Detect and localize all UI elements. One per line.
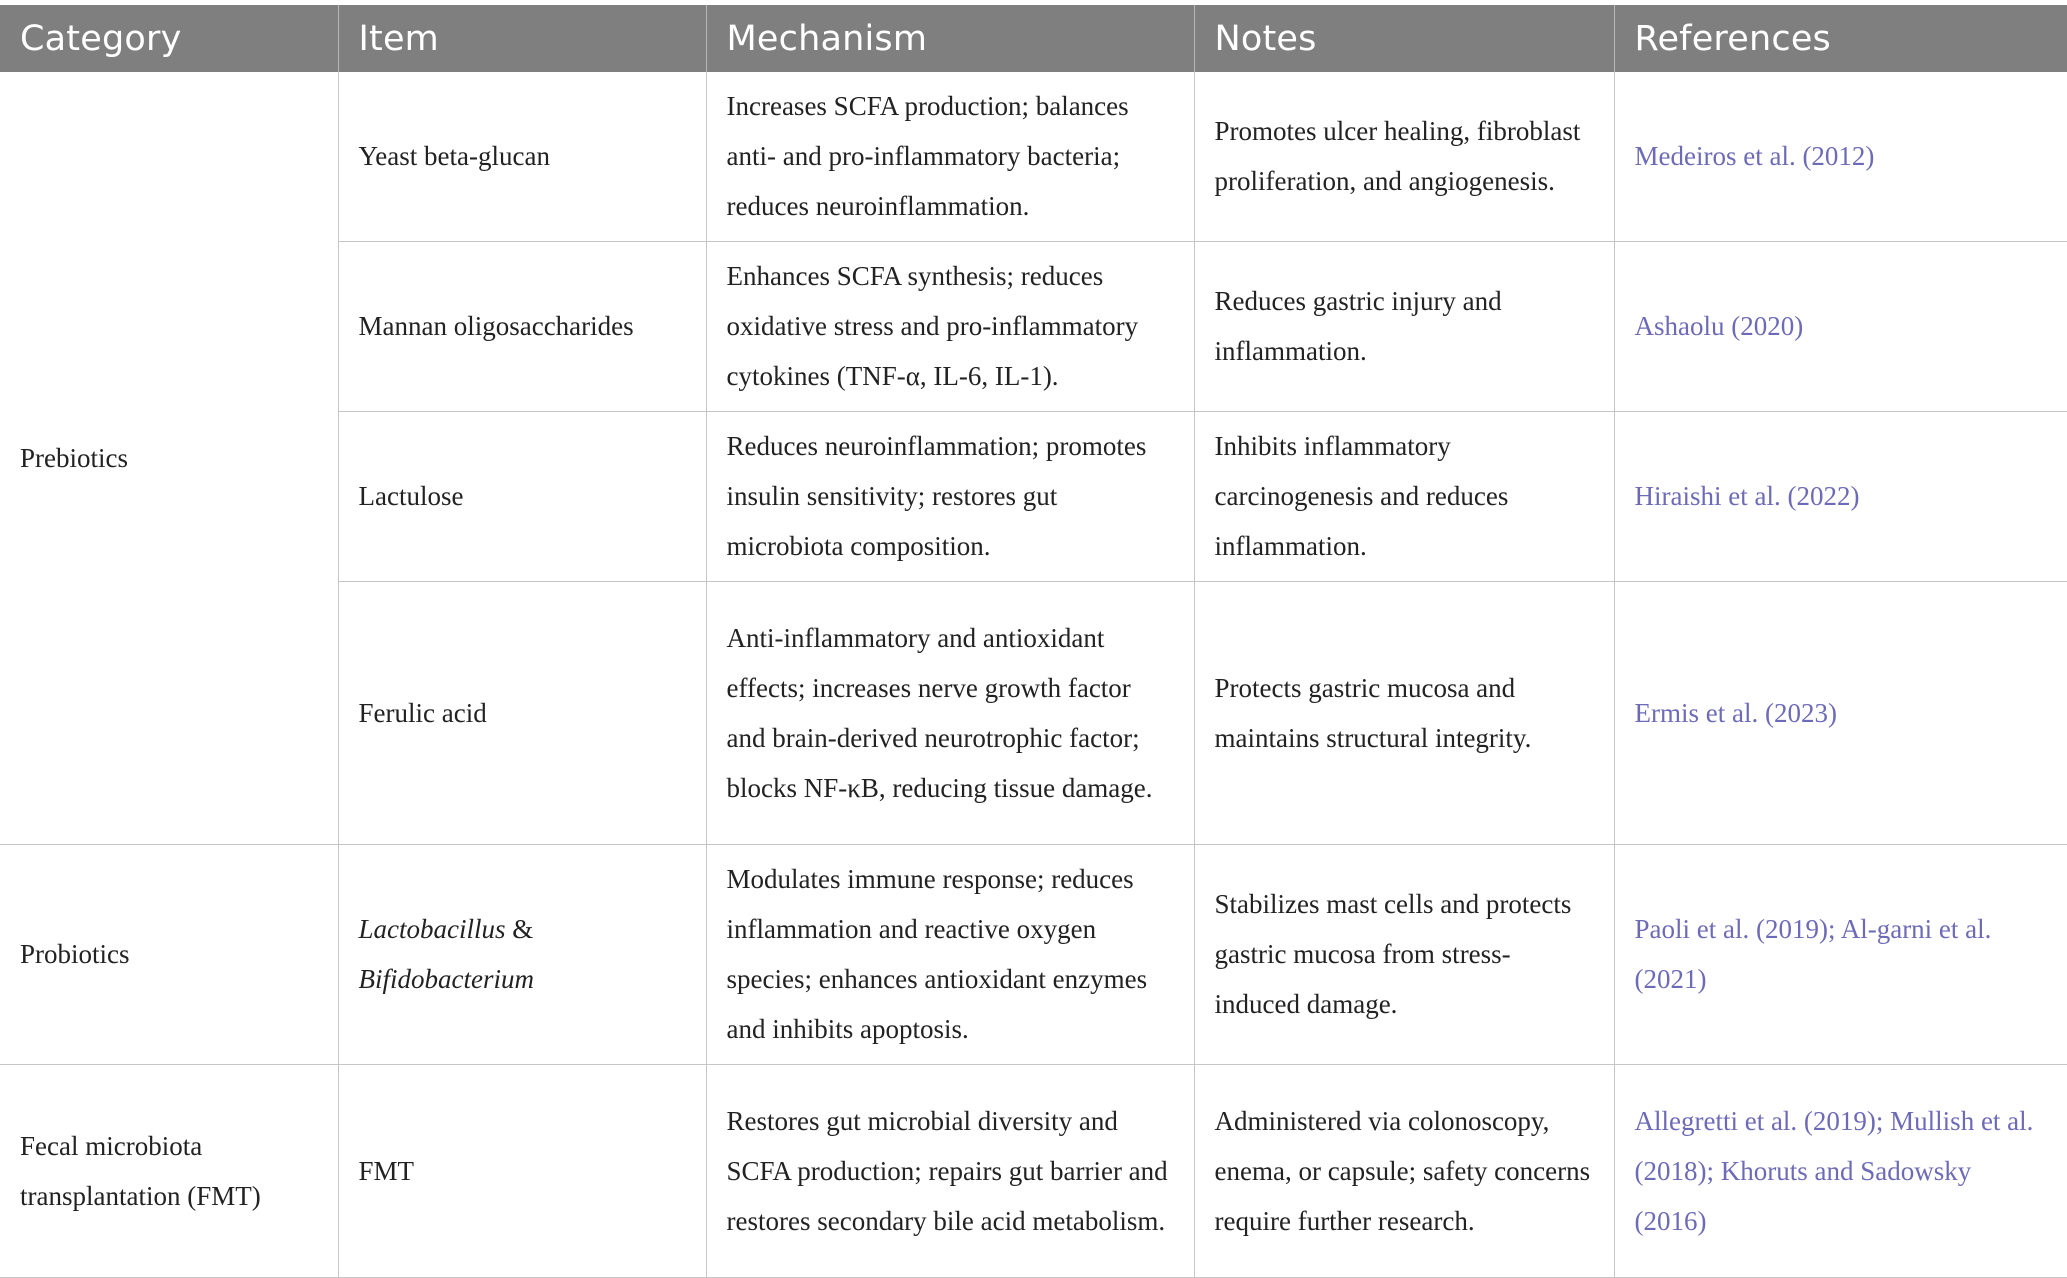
reference-link[interactable]: Medeiros et al. (2012) (1614, 72, 2067, 242)
table-body (0, 72, 2067, 1278)
mechanism-cell: Restores gut microbial diversity and SCFA production; repairs gut barrier and restores secondary bile acid metabolism. (706, 1065, 1194, 1278)
category-cell-prebiotics: Prebiotics (0, 72, 338, 845)
item-cell: FMT (338, 1065, 706, 1278)
item-genus-1: Lactobacillus (358, 914, 506, 944)
reference-link[interactable]: Ermis et al. (2023) (1614, 582, 2067, 845)
category-cell-probiotics: Probiotics (0, 845, 338, 1065)
header-mechanism: Mechanism (706, 5, 1194, 72)
category-cell-fmt: Fecal microbiota transplantation (FMT) (0, 1065, 338, 1278)
mechanism-cell: Modulates immune response; reduces inflammation and reactive oxygen species; enhances antioxidant enzymes and inhibits apoptosis. (706, 845, 1194, 1065)
item-cell: Mannan oligosaccharides (338, 242, 706, 412)
mechanism-cell: Enhances SCFA synthesis; reduces oxidative stress and pro-inflammatory cytokines (TNF-α, IL-6, IL-1). (706, 242, 1194, 412)
item-cell: Lactulose (338, 412, 706, 582)
interventions-table (0, 5, 2067, 1278)
item-genus-2: Bifidobacterium (358, 964, 534, 994)
notes-cell: Administered via colonoscopy, enema, or capsule; safety concerns require further research. (1194, 1065, 1614, 1278)
notes-cell: Reduces gastric injury and inflammation. (1194, 242, 1614, 412)
table-row (0, 72, 2067, 242)
header-item: Item (338, 5, 706, 72)
header-notes: Notes (1194, 5, 1614, 72)
mechanism-cell: Increases SCFA production; balances anti- and pro-inflammatory bacteria; reduces neuroinflammation. (706, 72, 1194, 242)
table-row (0, 1065, 2067, 1278)
notes-cell: Promotes ulcer healing, fibroblast proliferation, and angiogenesis. (1194, 72, 1614, 242)
notes-cell: Stabilizes mast cells and protects gastric mucosa from stress-induced damage. (1194, 845, 1614, 1065)
reference-link[interactable]: Hiraishi et al. (2022) (1614, 412, 2067, 582)
notes-cell: Inhibits inflammatory carcinogenesis and reduces inflammation. (1194, 412, 1614, 582)
header-references: References (1614, 5, 2067, 72)
table-header (0, 5, 2067, 72)
mechanism-cell: Reduces neuroinflammation; promotes insulin sensitivity; restores gut microbiota composition. (706, 412, 1194, 582)
reference-link[interactable]: Ashaolu (2020) (1614, 242, 2067, 412)
notes-cell: Protects gastric mucosa and maintains structural integrity. (1194, 582, 1614, 845)
mechanism-cell: Anti-inflammatory and antioxidant effects; increases nerve growth factor and brain-derived neurotrophic factor; blocks NF-κB, reducing tissue damage. (706, 582, 1194, 845)
reference-link[interactable]: Allegretti et al. (2019); Mullish et al. (2018); Khoruts and Sadowsky (2016) (1614, 1065, 2067, 1278)
table-row (0, 845, 2067, 1065)
item-cell (338, 845, 706, 1065)
item-cell: Ferulic acid (338, 582, 706, 845)
item-cell: Yeast beta-glucan (338, 72, 706, 242)
item-separator: & (505, 914, 534, 944)
header-row (0, 5, 2067, 72)
header-category: Category (0, 5, 338, 72)
reference-link[interactable]: Paoli et al. (2019); Al-garni et al. (2021) (1614, 845, 2067, 1065)
